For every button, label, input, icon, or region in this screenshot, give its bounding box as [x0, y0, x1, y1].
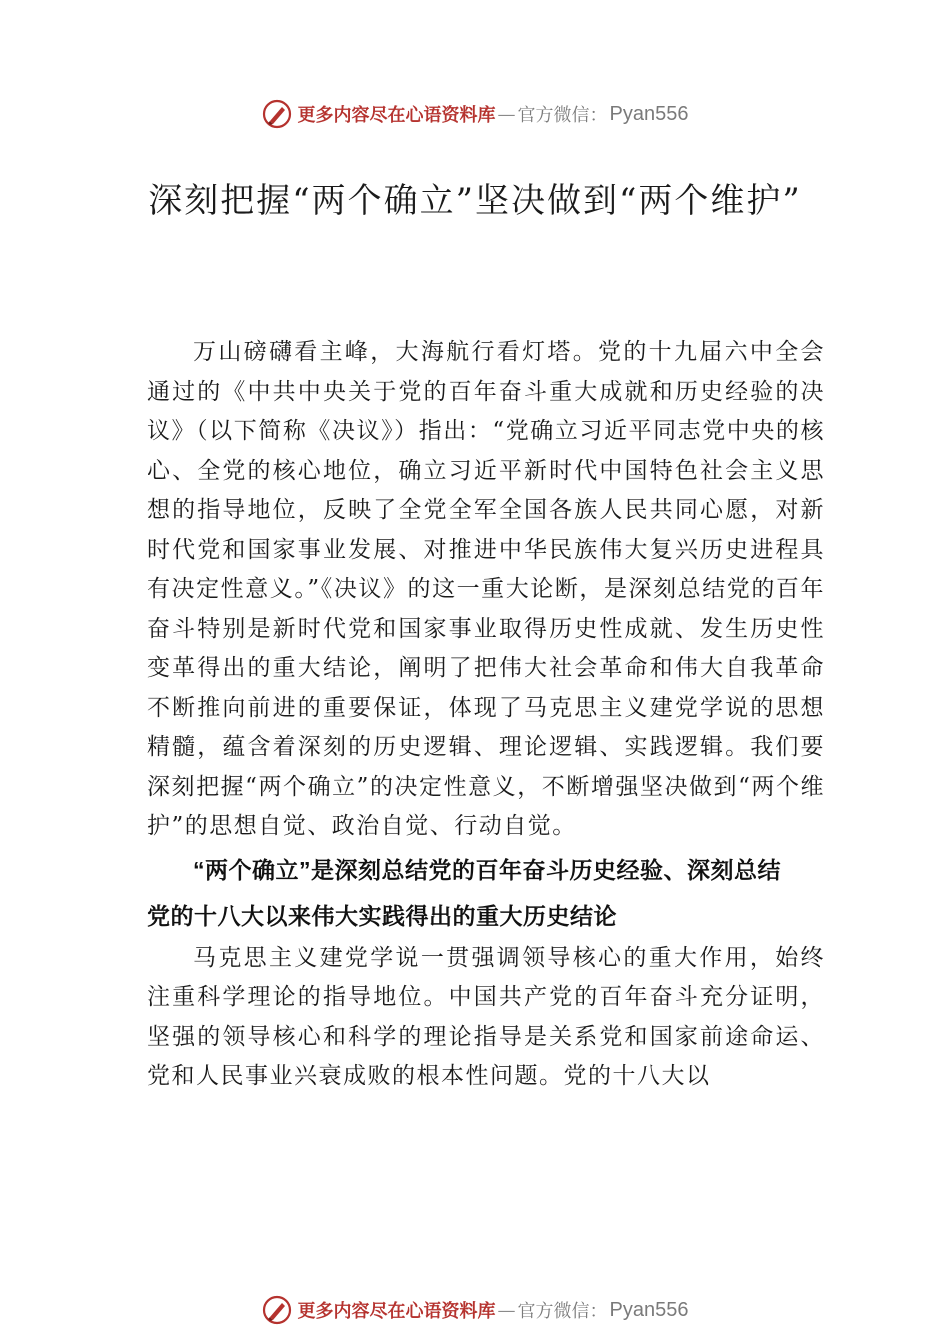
footer-banner — [0, 1290, 950, 1330]
header-banner — [0, 94, 950, 134]
document-title: 深刻把握“两个确立”坚决做到“两个维护” — [148, 181, 802, 221]
document-body — [147, 333, 825, 1097]
footer-red-text: 更多内容尽在心语资料库 — [297, 1301, 496, 1322]
banner-separator: — — [497, 103, 516, 125]
section-heading: “两个确立”是深刻总结党的百年奋斗历史经验、深刻总结党的十八大以来伟大实践得出的重大历史结论 — [147, 856, 781, 929]
footer-wechat-label: 官方微信： — [517, 1301, 608, 1322]
footer-wechat-id: Pyan556 — [609, 1298, 689, 1321]
section-paragraph: 马克思主义建党学说一贯强调领导核心的重大作用，始终注重科学理论的指导地位。中国共产党的百年奋斗充分证明，坚强的领导核心和科学的理论指导是关系党和国家前途命运、党和人民事业兴衰成败的根本性问题。党的十八大以 — [147, 944, 825, 1089]
intro-paragraph: 万山磅礴看主峰，大海航行看灯塔。党的十九届六中全会通过的《中共中央关于党的百年奋斗重大成就和历史经验的决议》（以下简称《决议》）指出：“党确立习近平同志党中央的核心、全党的核心地位，确立习近平新时代中国特色社会主义思想的指导地位，反映了全党全军全国各族人民共同心愿，对新时代党和国家事业发展、对推进中华民族伟大复兴历史进程具有决定性意义。”《决议》的这一重大论断，是深刻总结党的百年奋斗特别是新时代党和国家事业取得历史性成就、发生历史性变革得出的重大结论，阐明了把伟大社会革命和伟大自我革命不断推向前进的重要保证，体现了马克思主义建党学说的思想精髓，蕴含着深刻的历史逻辑、理论逻辑、实践逻辑。我们要深刻把握“两个确立”的决定性意义，不断增强坚决做到“两个维护”的思想自觉、政治自觉、行动自觉。 — [147, 339, 825, 839]
banner-wechat-label: 官方微信： — [517, 105, 608, 126]
footer-separator: — — [497, 1299, 516, 1321]
pen-logo-icon — [262, 1295, 292, 1325]
pen-logo-icon — [262, 99, 292, 129]
banner-red-text: 更多内容尽在心语资料库 — [297, 105, 496, 126]
banner-wechat-id: Pyan556 — [609, 102, 689, 125]
